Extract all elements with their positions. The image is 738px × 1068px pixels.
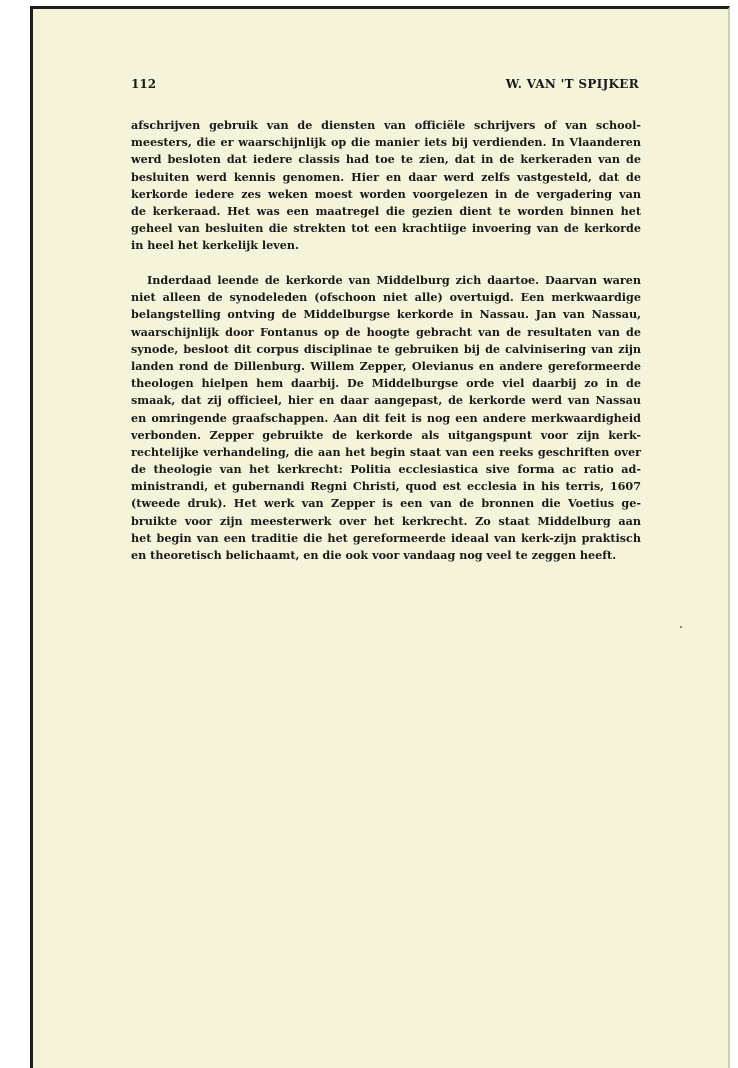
text-line: werd besloten dat iedere classis had toe te zien, dat in de kerkeraden van de <box>131 152 641 167</box>
text-line: het begin van een traditie die het gereformeerde ideaal van kerk-zijn praktisch <box>131 530 641 545</box>
page-header <box>131 77 639 97</box>
text-line: niet alleen de synodeleden (ofschoon niet alle) overtuigd. Een merkwaardige <box>131 290 641 305</box>
paragraph-2 <box>131 272 641 564</box>
paragraph-gap <box>131 255 641 273</box>
text-line: belangstelling ontving de Middelburgse kerkorde in Nassau. Jan van Nassau, <box>131 307 641 322</box>
text-line: meesters, die er waarschijnlijk op die manier iets bij verdienden. In Vlaanderen <box>131 135 641 150</box>
page-number: 112 <box>131 77 157 91</box>
text-line: waarschijnlijk door Fontanus op de hoogte gebracht van de resultaten van de <box>131 324 641 339</box>
text-line: de kerkeraad. Het was een maatregel die gezien dient te worden binnen het <box>131 203 641 218</box>
text-line: rechtelijke verhandeling, die aan het begin staat van een reeks geschriften over <box>131 444 641 459</box>
scan-speck <box>680 626 682 628</box>
text-line: afschrijven gebruik van de diensten van officiële schrijvers of van school- <box>131 118 641 132</box>
text-line: de theologie van het kerkrecht: Politia ecclesiastica sive forma ac ratio ad- <box>131 462 641 477</box>
text-line: besluiten werd kennis genomen. Hier en daar werd zelfs vastgesteld, dat de <box>131 169 641 184</box>
text-line: verbonden. Zepper gebruikte de kerkorde als uitgangspunt voor zijn kerk- <box>131 427 641 442</box>
text-line: geheel van besluiten die strekten tot een krachtiige invoering van de kerkorde <box>131 221 641 236</box>
body-text <box>131 117 641 564</box>
running-head: W. VAN 'T SPIJKER <box>505 77 639 91</box>
text-line: in heel het kerkelijk leven. <box>131 238 299 253</box>
text-line: en omringende graafschappen. Aan dit feit is nog een andere merkwaardigheid <box>131 410 641 425</box>
text-line: Inderdaad leende de kerkorde van Middelburg zich daartoe. Daarvan waren <box>147 273 641 287</box>
text-line: synode, besloot dit corpus disciplinae te gebruiken bij de calvinisering van zijn <box>131 341 641 356</box>
text-line: smaak, dat zij officieel, hier en daar aangepast, de kerkorde werd van Nassau <box>131 393 641 408</box>
text-line: en theoretisch belichaamt, en die ook voor vandaag nog veel te zeggen heeft. <box>131 548 617 562</box>
text-line: landen rond de Dillenburg. Willem Zepper, Olevianus en andere gereformeerde <box>131 358 641 373</box>
paragraph-1 <box>131 117 641 255</box>
text-line: ministrandi, et gubernandi Regni Christi, quod est ecclesia in his terris, 1607 <box>131 479 641 494</box>
text-line: theologen hielpen hem daarbij. De Middelburgse orde viel daarbij zo in de <box>131 376 641 391</box>
text-line: (tweede druk). Het werk van Zepper is een van de bronnen die Voetius ge- <box>131 496 641 511</box>
text-line: kerkorde iedere zes weken moest worden voorgelezen in de vergadering van <box>131 186 641 201</box>
text-line: bruikte voor zijn meesterwerk over het kerkrecht. Zo staat Middelburg aan <box>131 513 641 528</box>
